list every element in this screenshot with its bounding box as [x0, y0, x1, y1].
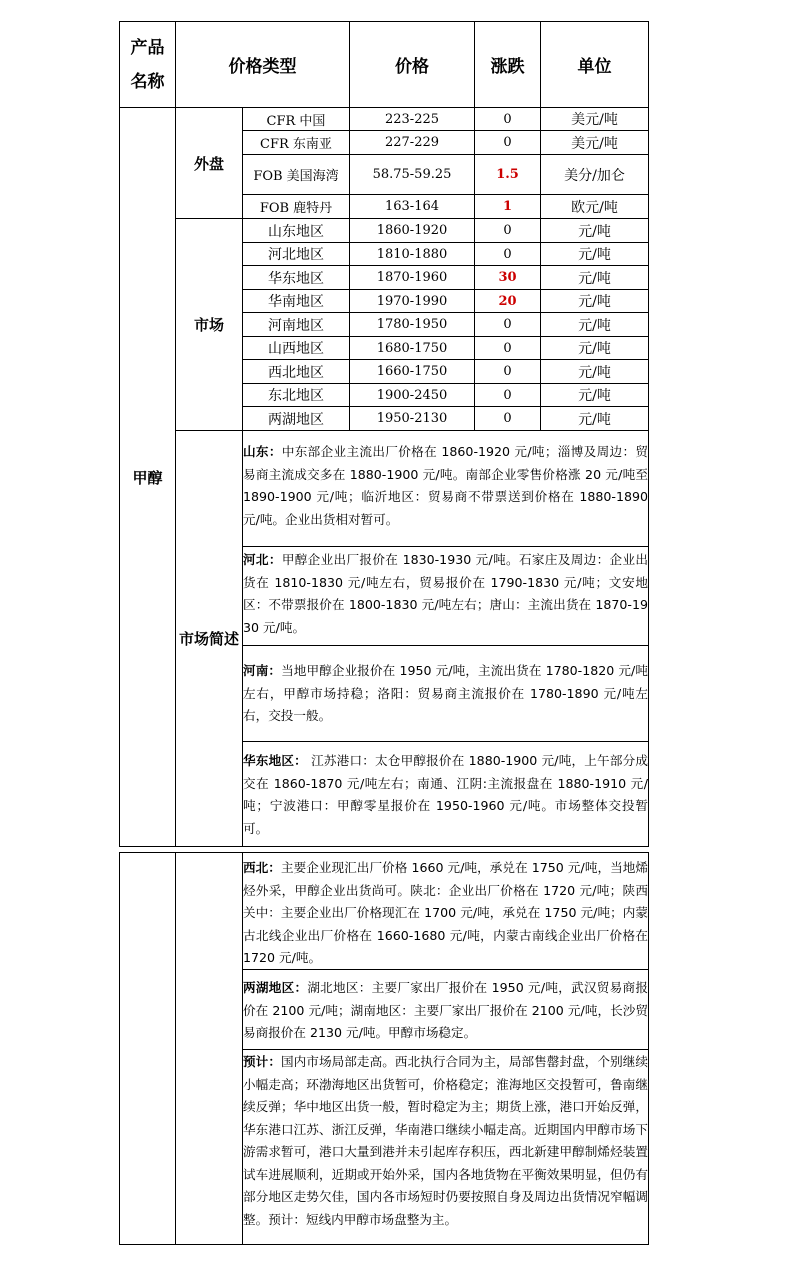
row-unit: 元/吨	[578, 341, 611, 357]
header-product-name-line2: 名称	[130, 71, 165, 92]
row-type: 河北地区	[268, 247, 324, 263]
summary-hebei	[243, 549, 648, 639]
row-change: 0	[503, 135, 512, 150]
row-type: 西北地区	[268, 364, 324, 381]
row-unit: 元/吨	[578, 388, 611, 404]
summary-henan	[243, 660, 648, 728]
rule	[242, 546, 649, 547]
row-change: 0	[503, 246, 512, 262]
row-price: 1780-1950	[376, 317, 448, 332]
row-change: 0	[503, 387, 512, 403]
summary-text: 国内市场局部走高。西北执行合同为主，局部售罄封盘，个别继续小幅走高；环渤海地区出货暂可，价格稳定；淮海地区交投暂可，鲁南继续反弹；华中地区出货一般，暂时稳定为主；期货上涨，港口开始反弹，华东港口江苏、浙江反弹，华南港口继续小幅走高。近期国内甲醇市场下游需求暂可，港口大量到港并未引起库存积压，西北新建甲醇制烯烃装置试车进展顺利，近期或开始外采，国内各地货物在平衡效果明显，但仍有部分地区走势欠佳，国内各市场短时仍要按照自身及周边出货情况窄幅调整。预计：短线内甲醇市场盘整为主。	[243, 1054, 649, 1227]
summary-label: 河北：	[243, 552, 282, 567]
row-change: 0	[503, 364, 512, 379]
row-type: CFR 东南亚	[260, 137, 332, 152]
row-unit: 美元/吨	[571, 112, 618, 128]
rule	[242, 1049, 649, 1050]
row-unit: 美元/吨	[571, 135, 618, 152]
row-price: 1900-2450	[376, 387, 448, 403]
row-unit: 美分/加仑	[564, 167, 625, 184]
row-change: 0	[503, 317, 512, 332]
rule	[119, 852, 649, 853]
row-price: 1680-1750	[376, 340, 448, 356]
group-market: 市场	[193, 316, 224, 334]
row-price: 1810-1880	[376, 246, 448, 262]
rule	[242, 645, 649, 646]
row-price: 163-164	[384, 199, 440, 214]
row-unit: 元/吨	[578, 317, 611, 334]
row-type: CFR 中国	[266, 113, 326, 129]
row-type: 东北地区	[268, 388, 324, 404]
summary-xibei	[243, 857, 648, 970]
summary-text: 主要企业现汇出厂价格 1660 元/吨，承兑在 1750 元/吨，当地烯烃外采，甲醇企业出货尚可。陕北：企业出厂价格在 1720 元/吨；陕西关中：主要企业出厂价格现汇在 1700 元/吨，承兑在 1750 元/吨；内蒙古北线企业出厂价格在 1660-1680 元/吨，内蒙古南线企业出厂价格在 1720 元/吨。	[243, 860, 648, 965]
row-type: 华南地区	[268, 294, 324, 310]
row-price: 58.75-59.25	[372, 167, 452, 182]
row-change: 0	[503, 340, 512, 356]
summary-label: 西北：	[243, 860, 281, 875]
row-change: 20	[498, 293, 517, 309]
rule	[119, 852, 120, 1245]
group-summary: 市场简述	[178, 630, 239, 648]
row-unit: 元/吨	[578, 223, 611, 240]
rule	[242, 741, 649, 742]
row-price: 1870-1960	[376, 270, 448, 285]
rule	[175, 430, 649, 431]
header-unit: 单位	[577, 57, 612, 77]
row-type: 两湖地区	[268, 411, 324, 428]
rule	[175, 852, 176, 1245]
header-price-type: 价格类型	[228, 57, 297, 77]
summary-text: 当地甲醇企业报价在 1950 元/吨，主流出货在 1780-1820 元/吨左右，甲醇市场持稳；洛阳：贸易商主流报价在 1780-1890 元/吨左右，交投一般。	[243, 663, 648, 723]
summary-lianghu	[243, 977, 648, 1045]
row-price: 223-225	[384, 111, 440, 127]
row-type: FOB 鹿特丹	[259, 201, 333, 216]
product-name: 甲醇	[132, 468, 163, 487]
row-change: 0	[503, 111, 512, 127]
summary-text: 江苏港口：太仓甲醇报价在 1880-1900 元/吨，上午部分成交在 1860-1870 元/吨左右；南通、江阴:主流报盘在 1880-1910 元/吨；宁波港口：甲醇零星报价在 1950-1960 元/吨。市场整体交投暂可。	[243, 753, 648, 836]
group-outer: 外盘	[193, 154, 224, 173]
row-price: 1970-1990	[376, 293, 448, 309]
row-type: FOB 美国海湾	[253, 169, 339, 184]
rule	[648, 21, 649, 847]
summary-label: 两湖地区：	[243, 980, 308, 995]
summary-label: 河南：	[243, 663, 282, 678]
rule	[119, 1244, 649, 1245]
row-change: 0	[503, 223, 512, 238]
row-change: 1.5	[496, 167, 519, 182]
row-type: 河南地区	[268, 317, 324, 334]
row-unit: 元/吨	[578, 364, 611, 381]
row-unit: 元/吨	[578, 270, 611, 287]
header-change: 涨跌	[490, 57, 525, 77]
summary-forecast	[243, 1051, 648, 1231]
summary-text: 湖北地区：主要厂家出厂报价在 1950 元/吨，武汉贸易商报价在 2100 元/吨；湖南地区：主要厂家出厂报价在 2100 元/吨，长沙贸易商报价在 2130 元/吨。甲醇市场稳定。	[243, 980, 648, 1040]
row-unit: 元/吨	[578, 247, 611, 263]
header-price: 价格	[395, 57, 429, 77]
row-change: 1	[502, 199, 513, 214]
summary-label: 华东地区：	[243, 753, 307, 768]
row-price: 1660-1750	[376, 364, 448, 379]
header-product-name	[120, 22, 175, 107]
row-change: 0	[503, 411, 512, 426]
row-type: 华东地区	[268, 270, 324, 287]
summary-label: 山东：	[243, 444, 282, 459]
summary-shandong	[243, 441, 648, 531]
row-unit: 元/吨	[578, 294, 611, 310]
summary-label: 预计：	[243, 1054, 281, 1069]
row-unit: 元/吨	[578, 411, 611, 428]
row-unit: 欧元/吨	[571, 199, 618, 216]
rule	[648, 852, 649, 1245]
row-price: 227-229	[384, 135, 440, 150]
row-type: 山西地区	[268, 341, 324, 357]
row-change: 30	[498, 270, 517, 285]
row-price: 1950-2130	[376, 411, 448, 426]
summary-text: 甲醇企业出厂报价在 1830-1930 元/吨。石家庄及周边：企业出货在 1810-1830 元/吨左右，贸易报价在 1790-1830 元/吨；文安地区：不带票报价在 1800-1830 元/吨左右；唐山：主流出货在 1870-1930 元/吨。	[243, 552, 648, 635]
row-type: 山东地区	[268, 223, 324, 240]
summary-text: 中东部企业主流出厂价格在 1860-1920 元/吨；淄博及周边：贸易商主流成交多在 1880-1900 元/吨。南部企业零售价格涨 20 元/吨至 1890-1900 元/吨；临沂地区：贸易商不带票送到价格在 1880-1890 元/吨。企业出货相对暂可。	[243, 444, 648, 527]
summary-huadong	[243, 750, 648, 840]
rule	[119, 846, 649, 847]
header-product-name-line1: 产品	[130, 37, 165, 58]
row-price: 1860-1920	[376, 223, 448, 238]
